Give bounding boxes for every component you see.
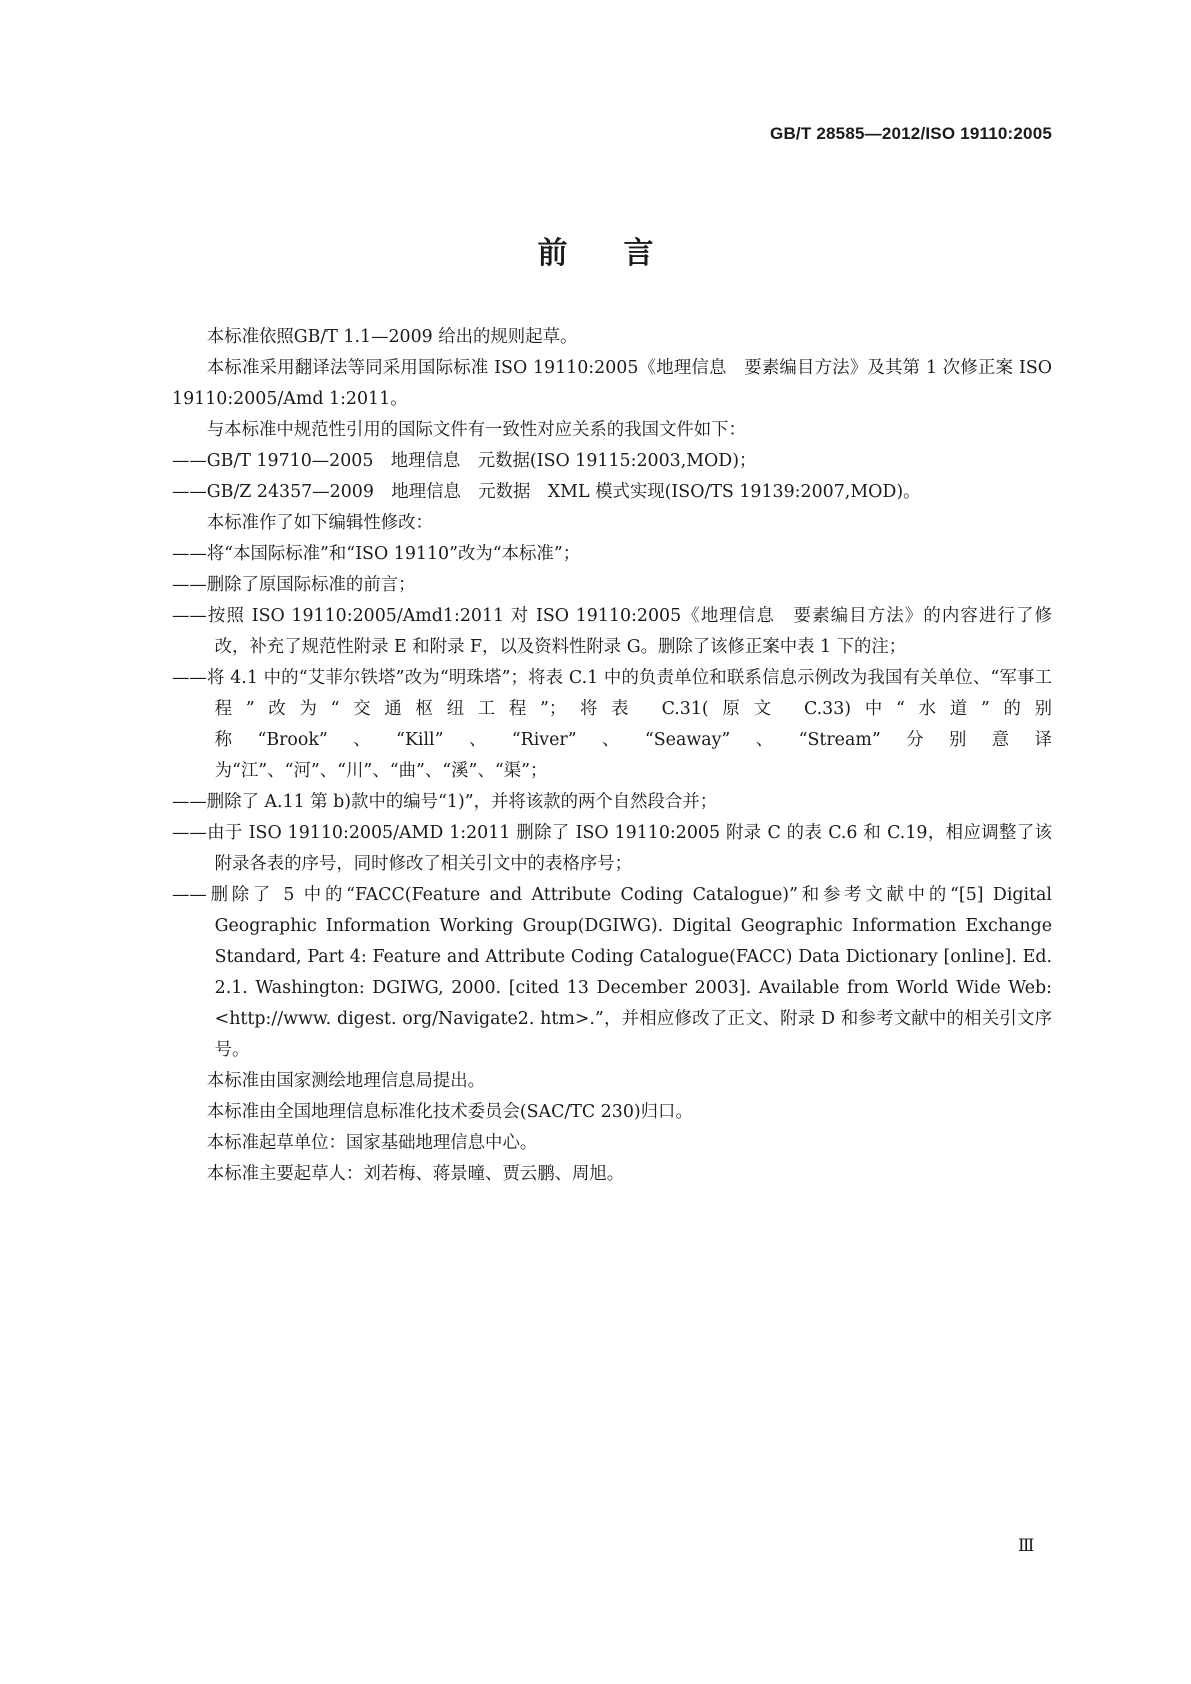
edit-item: ——删除了 5 中的“FACC(Feature and Attribute Coding Catalogue)”和参考文献中的“[5] Digital Geographic Information Working Group(DGIWG). Digital Geographic Information Exchange Standard, Part 4: Feature and Attribute Coding Catalogue(FACC) Data Dictionary [online]. Ed. 2.1. Washington: DGIWG, 2000. [cited 13 December 2003]. Available from World Wide Web: <http://www. digest. org/Navigate2. htm>.”，并相应修改了正文、附录 D 和参考文献中的相关引文序号。 bbox=[172, 885, 1052, 1060]
paragraph-refs-intro: 与本标准中规范性引用的国际文件有一致性对应关系的我国文件如下： bbox=[206, 420, 746, 440]
paragraph-proposer: 本标准由国家测绘地理信息局提出。 bbox=[206, 1071, 486, 1091]
paragraph-drafting-rules: 本标准依照GB/T 1.1—2009 给出的规则起草。 bbox=[206, 327, 578, 347]
edit-item: ——由于 ISO 19110:2005/AMD 1:2011 删除了 ISO 19110:2005 附录 C 的表 C.6 和 C.19，相应调整了该附录各表的序号，同时修改了相关引文中的表格序号； bbox=[172, 823, 1052, 874]
page-title: 前言 bbox=[537, 236, 710, 271]
foreword-body bbox=[172, 322, 1052, 1190]
ref-item: ——GB/T 19710—2005 地理信息 元数据(ISO 19115:2003,MOD)； bbox=[172, 451, 757, 471]
edit-item: ——将“本国际标准”和“ISO 19110”改为“本标准”； bbox=[172, 544, 581, 564]
edit-item: ——按照 ISO 19110:2005/Amd1:2011 对 ISO 19110:2005《地理信息 要素编目方法》的内容进行了修改，补充了规范性附录 E 和附录 F，以及资料性附录 G。删除了该修正案中表 1 下的注； bbox=[172, 606, 1052, 657]
paragraph-edit-intro: 本标准作了如下编辑性修改： bbox=[206, 513, 433, 533]
paragraph-drafters: 本标准主要起草人：刘若梅、蒋景曈、贾云鹏、周旭。 bbox=[206, 1164, 625, 1184]
paragraph-adoption: 本标准采用翻译法等同采用国际标准 ISO 19110:2005《地理信息 要素编目方法》及其第 1 次修正案 ISO 19110:2005/Amd 1:2011。 bbox=[172, 358, 1052, 409]
edit-item: ——删除了原国际标准的前言； bbox=[172, 575, 416, 595]
edit-item: ——删除了 A.11 第 b)款中的编号“1)”，并将该款的两个自然段合并； bbox=[172, 792, 718, 812]
paragraph-committee: 本标准由全国地理信息标准化技术委员会(SAC/TC 230)归口。 bbox=[206, 1102, 693, 1122]
page-number: Ⅲ bbox=[1018, 1536, 1035, 1556]
ref-item: ——GB/Z 24357—2009 地理信息 元数据 XML 模式实现(ISO/TS 19139:2007,MOD)。 bbox=[172, 482, 921, 502]
paragraph-drafting-unit: 本标准起草单位：国家基础地理信息中心。 bbox=[206, 1133, 538, 1153]
edit-item: ——将 4.1 中的“艾菲尔铁塔”改为“明珠塔”；将表 C.1 中的负责单位和联系信息示例改为我国有关单位、“军事工程”改为“交通枢纽工程”；将表 C.31(原文 C.33)中“水道”的别称“Brook”、“Kill”、“River”、“Seaway”、“Stream”分别意译为“江”、“河”、“川”、“曲”、“溪”、“渠”； bbox=[172, 668, 1052, 781]
standard-code-header: GB/T 28585—2012/ISO 19110:2005 bbox=[770, 124, 1052, 143]
